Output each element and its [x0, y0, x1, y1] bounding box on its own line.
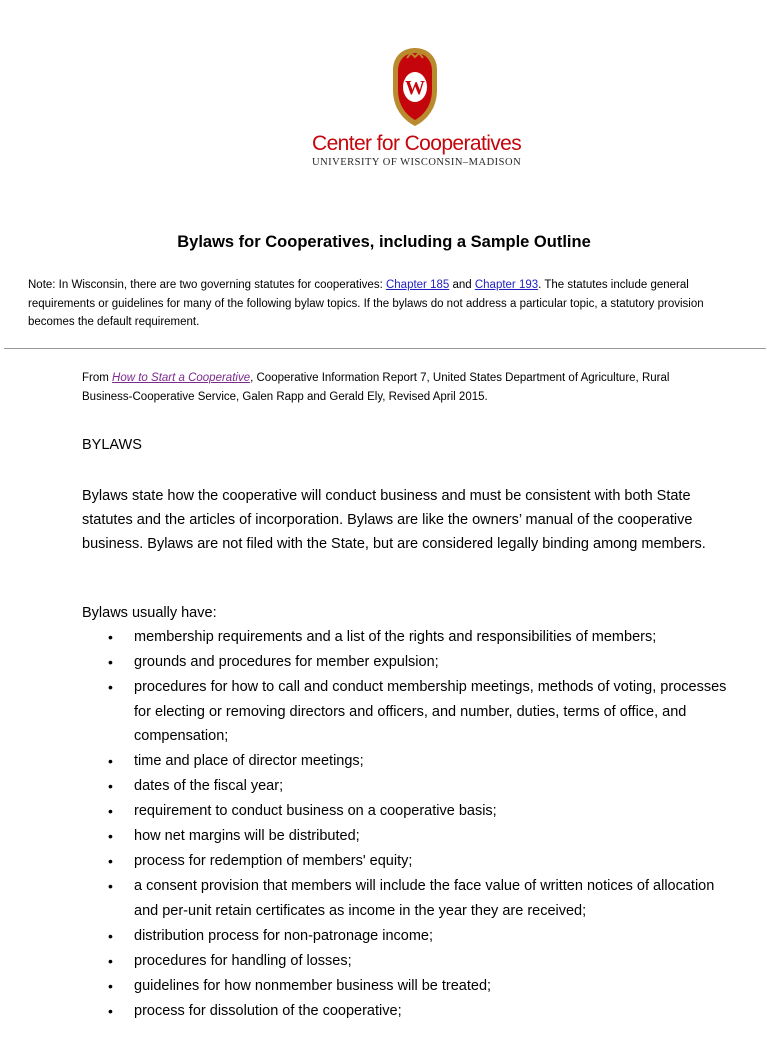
brand-name: Center for Cooperatives — [312, 132, 522, 155]
bullet-icon: • — [108, 653, 113, 670]
list-item-text: grounds and procedures for member expulsion; — [134, 653, 439, 670]
list-item-text: requirement to conduct business on a cooperative basis; — [134, 803, 497, 820]
bullet-icon: • — [108, 977, 113, 994]
horizontal-divider — [4, 348, 766, 349]
brand-university: UNIVERSITY OF WISCONSIN–MADISON — [312, 157, 522, 168]
list-item — [82, 949, 732, 974]
bullet-icon: • — [108, 678, 113, 695]
bullet-icon: • — [108, 778, 113, 795]
list-item-text: process for redemption of members' equity; — [134, 853, 413, 870]
list-item — [82, 799, 732, 824]
list-item — [82, 675, 732, 749]
note-and: and — [449, 279, 475, 291]
bylaws-topic-list — [82, 625, 732, 1024]
list-item — [82, 774, 732, 799]
bullet-icon: • — [108, 828, 113, 845]
source-citation — [82, 369, 722, 406]
list-item — [82, 849, 732, 874]
bullet-icon: • — [108, 878, 113, 895]
list-item — [82, 924, 732, 949]
bullet-icon: • — [108, 952, 113, 969]
bullet-icon: • — [108, 803, 113, 820]
source-prefix: From — [82, 372, 113, 384]
list-item — [82, 824, 732, 849]
list-item-text: process for dissolution of the cooperative; — [134, 1002, 402, 1019]
bullet-icon: • — [108, 927, 113, 944]
page-title: Bylaws for Cooperatives, including a Sample Outline — [177, 233, 591, 251]
chapter-185-link[interactable]: Chapter 185 — [385, 279, 450, 291]
list-item-text: guidelines for how nonmember business will be treated; — [134, 977, 492, 994]
list-item-text: procedures for handling of losses; — [134, 952, 352, 969]
bullet-icon: • — [108, 853, 113, 870]
list-item-text: distribution process for non-patronage income; — [134, 927, 434, 944]
list-item-text: how net margins will be distributed; — [134, 828, 360, 845]
list-item — [82, 650, 732, 675]
uw-crest-icon — [389, 46, 441, 128]
list-item — [82, 999, 732, 1024]
bylaws-paragraph: Bylaws state how the cooperative will conduct business and must be consistent with both State statutes and the articles of incorporation. Bylaws are like the owners’ manual of the cooperative business. Bylaws are not filed with the State, but are considered legally binding among members. — [82, 488, 706, 552]
statute-note — [28, 276, 744, 332]
list-intro: Bylaws usually have: — [82, 605, 217, 621]
crest-letter: W — [405, 77, 425, 99]
list-item-text: a consent provision that members will include the face value of written notices of allocation and per-unit retain certificates as income in the year they are received; — [134, 878, 715, 919]
note-prefix: Note: In Wisconsin, there are two governing statutes for cooperatives: — [28, 279, 386, 291]
list-item — [82, 749, 732, 774]
source-suffix: , Cooperative Information Report 7, United States Department of Agriculture, Rural Business-Cooperative Service, Galen Rapp and Gerald Ely, Revised April 2015. — [82, 372, 670, 403]
list-item-text: time and place of director meetings; — [134, 753, 364, 770]
bullet-icon: • — [108, 1002, 113, 1019]
section-heading: BYLAWS — [82, 437, 142, 453]
bullet-icon: • — [108, 629, 113, 645]
chapter-193-link[interactable]: Chapter 193 — [474, 279, 539, 291]
bullet-icon: • — [108, 753, 113, 770]
list-item-text: procedures for how to call and conduct membership meetings, methods of voting, processes for electing or removing directors and officers, and number, duties, terms of office, and compensation; — [134, 678, 727, 745]
list-item-text: membership requirements and a list of the rights and responsibilities of members; — [134, 629, 657, 645]
note-suffix: . The statutes include general requirements or guidelines for many of the following bylaw topics. If the bylaws do not address a particular topic, a statutory provision becomes the default requirement. — [28, 279, 704, 328]
list-item — [82, 625, 732, 650]
list-item-text: dates of the fiscal year; — [134, 778, 284, 795]
list-item — [82, 874, 732, 923]
how-to-start-a-cooperative-link[interactable]: How to Start a Cooperative — [112, 372, 251, 384]
list-item — [82, 974, 732, 999]
